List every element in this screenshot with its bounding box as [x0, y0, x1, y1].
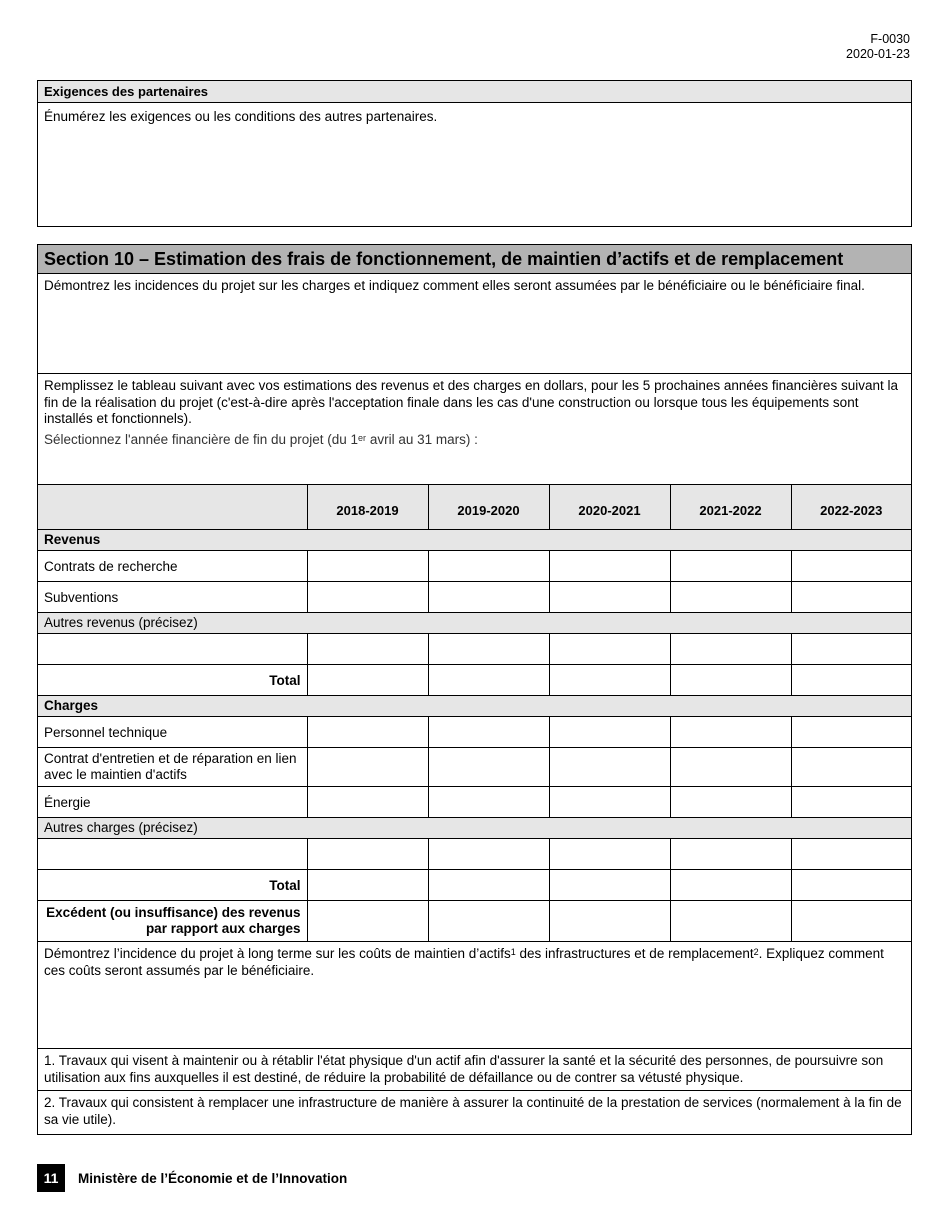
input-cell[interactable]: [428, 717, 549, 748]
input-cell[interactable]: [670, 665, 791, 696]
year-header: 2020-2021: [549, 485, 670, 530]
input-cell[interactable]: [791, 717, 911, 748]
ministry-name: Ministère de l’Économie et de l’Innovation: [78, 1170, 348, 1186]
input-cell[interactable]: [670, 787, 791, 818]
other-revenue-group: Autres revenus (précisez): [38, 613, 911, 634]
input-cell[interactable]: [307, 870, 428, 901]
input-cell[interactable]: [670, 582, 791, 613]
input-cell[interactable]: [791, 787, 911, 818]
input-cell[interactable]: [428, 748, 549, 787]
input-cell[interactable]: [428, 839, 549, 870]
input-cell[interactable]: [549, 748, 670, 787]
table-row: [38, 634, 911, 665]
input-cell[interactable]: [307, 748, 428, 787]
charges-total-row: [38, 870, 911, 901]
input-cell[interactable]: [670, 717, 791, 748]
table-row: [38, 717, 911, 748]
table-row: [38, 748, 911, 787]
impact-field[interactable]: [38, 274, 911, 374]
row-label: Subventions: [38, 582, 307, 613]
table-row: [38, 839, 911, 870]
input-cell[interactable]: [307, 717, 428, 748]
partners-instruction[interactable]: Énumérez les exigences ou les conditions des autres partenaires.: [44, 109, 438, 124]
page-footer: [37, 1164, 347, 1192]
estimates-table: [38, 484, 911, 942]
table-row: [38, 582, 911, 613]
input-cell[interactable]: [428, 870, 549, 901]
input-cell[interactable]: [307, 787, 428, 818]
input-cell[interactable]: [791, 870, 911, 901]
total-label: Total: [38, 665, 307, 696]
input-cell[interactable]: [428, 634, 549, 665]
long-term-impact-field[interactable]: Démontrez l’incidence du projet à long terme sur les coûts de maintien d’actifs$^1$ des infrastructures et de remplacement$^2$. Expliquez comment ces coûts seront assumés par le bénéficiaire.: [38, 942, 911, 1049]
input-cell[interactable]: [670, 551, 791, 582]
input-cell[interactable]: [549, 634, 670, 665]
input-cell[interactable]: [428, 665, 549, 696]
year-header: 2022-2023: [791, 485, 911, 530]
revenue-total-row: [38, 665, 911, 696]
input-cell[interactable]: [670, 748, 791, 787]
partners-title: Exigences des partenaires: [38, 81, 911, 103]
input-cell[interactable]: [791, 665, 911, 696]
table-row: [38, 551, 911, 582]
form-date: 2020-01-23: [846, 47, 910, 61]
row-label: Énergie: [38, 787, 307, 818]
footnote-1: 1. Travaux qui visent à maintenir ou à rétablir l'état physique d'un actif afin d'assurer la santé et la sécurité des personnes, de poursuivre son utilisation aux fins auxquelles il est destiné, de réduire la probabilité de défaillance ou de contrer sa vétusté physique.: [38, 1049, 911, 1091]
input-cell[interactable]: [791, 582, 911, 613]
input-cell[interactable]: [428, 787, 549, 818]
input-cell[interactable]: [670, 839, 791, 870]
input-cell[interactable]: [307, 634, 428, 665]
input-cell[interactable]: [428, 551, 549, 582]
input-cell[interactable]: [307, 665, 428, 696]
select-year-label[interactable]: Sélectionnez l'année financière de fin du projet (du 1er avril au 31 mars) :: [44, 431, 478, 447]
year-header: 2019-2020: [428, 485, 549, 530]
section-title: Section 10 – Estimation des frais de fonctionnement, de maintien d’actifs et de remplacement: [38, 245, 911, 274]
input-cell[interactable]: [307, 551, 428, 582]
surplus-label: Excédent (ou insuffisance) des revenus par rapport aux charges: [38, 901, 307, 942]
input-cell[interactable]: [307, 582, 428, 613]
surplus-row: [38, 901, 911, 942]
input-cell[interactable]: [549, 582, 670, 613]
charges-group: Charges: [38, 696, 911, 717]
input-cell[interactable]: [428, 901, 549, 942]
input-cell[interactable]: [307, 901, 428, 942]
input-cell[interactable]: [670, 634, 791, 665]
input-cell[interactable]: [307, 839, 428, 870]
row-label: Contrat d'entretien et de réparation en lien avec le maintien d'actifs: [38, 748, 307, 787]
section-10: [37, 244, 912, 1135]
input-cell[interactable]: [791, 839, 911, 870]
input-cell[interactable]: [549, 901, 670, 942]
input-cell[interactable]: [549, 839, 670, 870]
year-header: 2021-2022: [670, 485, 791, 530]
input-cell[interactable]: [549, 870, 670, 901]
form-reference: [846, 32, 910, 62]
input-cell[interactable]: [549, 717, 670, 748]
input-cell[interactable]: [549, 551, 670, 582]
form-code: F-0030: [870, 32, 910, 46]
revenus-group: Revenus: [38, 530, 911, 551]
other-revenue-label-input[interactable]: [38, 634, 307, 665]
footnote-2: 2. Travaux qui consistent à remplacer une infrastructure de manière à assurer la continuité de la prestation de services (normalement à la fin de sa vie utile).: [44, 1095, 902, 1127]
input-cell[interactable]: [670, 901, 791, 942]
row-label: Personnel technique: [38, 717, 307, 748]
table-instructions: [38, 374, 911, 484]
input-cell[interactable]: [428, 582, 549, 613]
year-header-row: [38, 485, 911, 530]
input-cell[interactable]: [791, 551, 911, 582]
row-label: Contrats de recherche: [38, 551, 307, 582]
year-header: 2018-2019: [307, 485, 428, 530]
partners-requirements-box: [37, 80, 912, 227]
other-charges-group: Autres charges (précisez): [38, 818, 911, 839]
total-label: Total: [38, 870, 307, 901]
input-cell[interactable]: [670, 870, 791, 901]
input-cell[interactable]: [791, 634, 911, 665]
table-intro-text: Remplissez le tableau suivant avec vos estimations des revenus et des charges en dollars, pour les 5 prochaines années financières suivant la fin de la réalisation du projet (c'est-à-dire après l'acceptation finale dans les cas d'une construction ou lorsque tous les équipements sont installés et fonctionnels).: [44, 378, 898, 426]
impact-instruction: Démontrez les incidences du projet sur les charges et indiquez comment elles seront assumées par le bénéficiaire ou le bénéficiaire final.: [44, 278, 865, 293]
page-number: 11: [37, 1164, 65, 1192]
input-cell[interactable]: [791, 901, 911, 942]
input-cell[interactable]: [791, 748, 911, 787]
input-cell[interactable]: [549, 787, 670, 818]
input-cell[interactable]: [549, 665, 670, 696]
other-charges-label-input[interactable]: [38, 839, 307, 870]
table-row: [38, 787, 911, 818]
